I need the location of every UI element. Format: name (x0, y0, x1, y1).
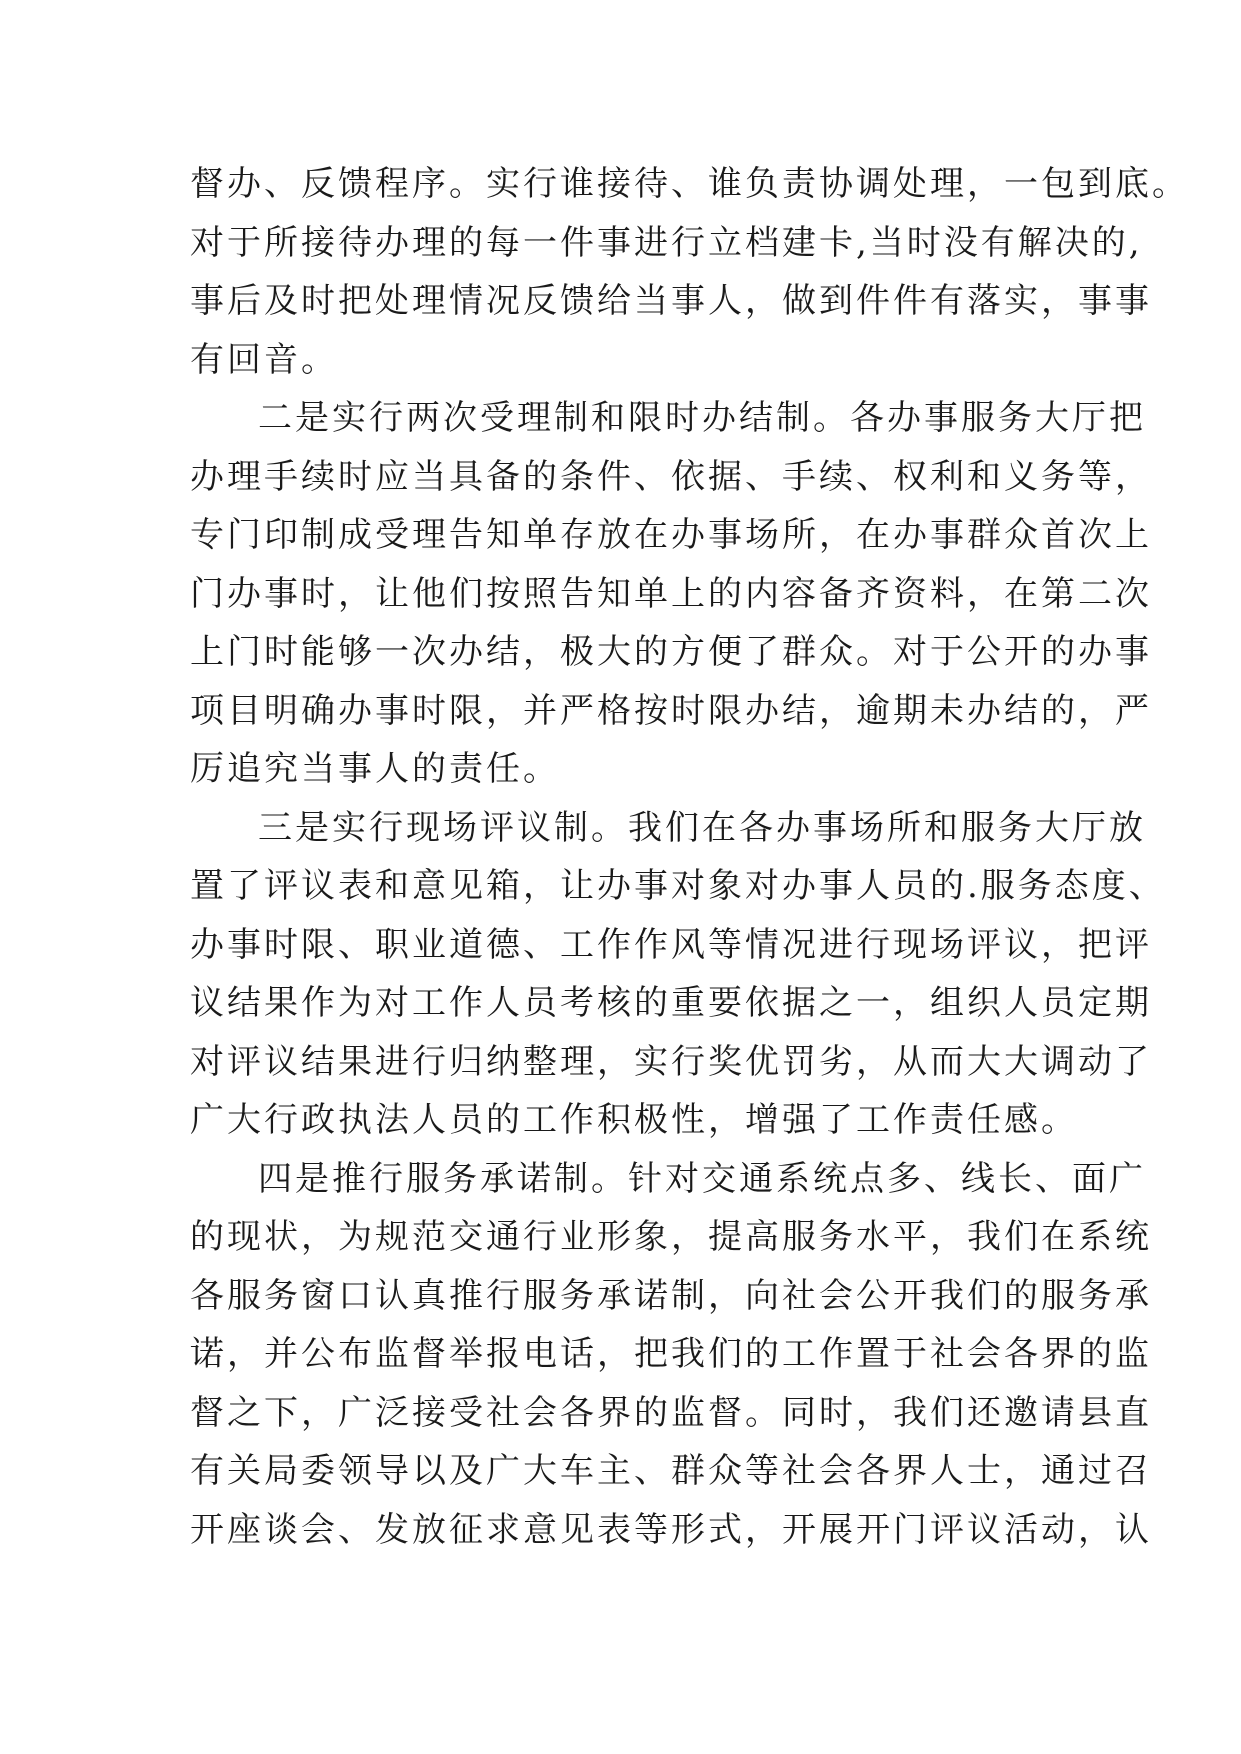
text-line: 督之下，广泛接受社会各界的监督。同时，我们还邀请县直 (190, 1392, 1152, 1433)
text-line: 的现状，为规范交通行业形象，提高服务水平，我们在系统 (190, 1217, 1152, 1257)
text-line: 厉追究当事人的责任。 (190, 749, 560, 789)
text-line: 诺，并公布监督举报电话，把我们的工作置于社会各界的监 (190, 1334, 1152, 1374)
text-line: 督办、反馈程序。实行谁接待、谁负责协调处理，一包到底。 (190, 164, 1189, 204)
text-line: 广大行政执法人员的工作积极性，增强了工作责任感。 (190, 1100, 1078, 1140)
text-line: 门办事时，让他们按照告知单上的内容备齐资料，在第二次 (190, 573, 1152, 614)
body-text (190, 155, 1189, 1559)
paragraph-start-line: 三是实行现场评议制。我们在各办事场所和服务大厅放 (258, 807, 1146, 848)
text-line: 有关局委领导以及广大车主、群众等社会各界人士，通过召 (190, 1451, 1152, 1491)
text-line: 有回音。 (190, 339, 338, 380)
text-line: 开座谈会、发放征求意见表等形式，开展开门评议活动，认 (190, 1509, 1152, 1550)
text-line: 办事时限、职业道德、工作作风等情况进行现场评议，把评 (190, 924, 1152, 965)
text-line: 议结果作为对工作人员考核的重要依据之一，组织人员定期 (190, 983, 1152, 1023)
paragraph-start-line: 二是实行两次受理制和限时办结制。各办事服务大厅把 (258, 398, 1146, 438)
text-line: 各服务窗口认真推行服务承诺制，向社会公开我们的服务承 (190, 1275, 1152, 1316)
text-line: 置了评议表和意见箱，让办事对象对办事人员的.服务态度、 (190, 866, 1166, 906)
text-line: 对评议结果进行归纳整理，实行奖优罚劣，从而大大调动了 (190, 1041, 1152, 1082)
text-line: 上门时能够一次办结，极大的方便了群众。对于公开的办事 (190, 632, 1152, 672)
text-line: 办理手续时应当具备的条件、依据、手续、权利和义务等， (190, 456, 1152, 497)
text-line: 事后及时把处理情况反馈给当事人，做到件件有落实，事事 (190, 281, 1152, 321)
text-line: 项目明确办事时限，并严格按时限办结，逾期未办结的，严 (190, 690, 1152, 731)
text-line: 对于所接待办理的每一件事进行立档建卡,当时没有解决的, (190, 222, 1143, 263)
text-line: 专门印制成受理告知单存放在办事场所，在办事群众首次上 (190, 515, 1152, 555)
paragraph-start-line: 四是推行服务承诺制。针对交通系统点多、线长、面广 (258, 1158, 1146, 1199)
